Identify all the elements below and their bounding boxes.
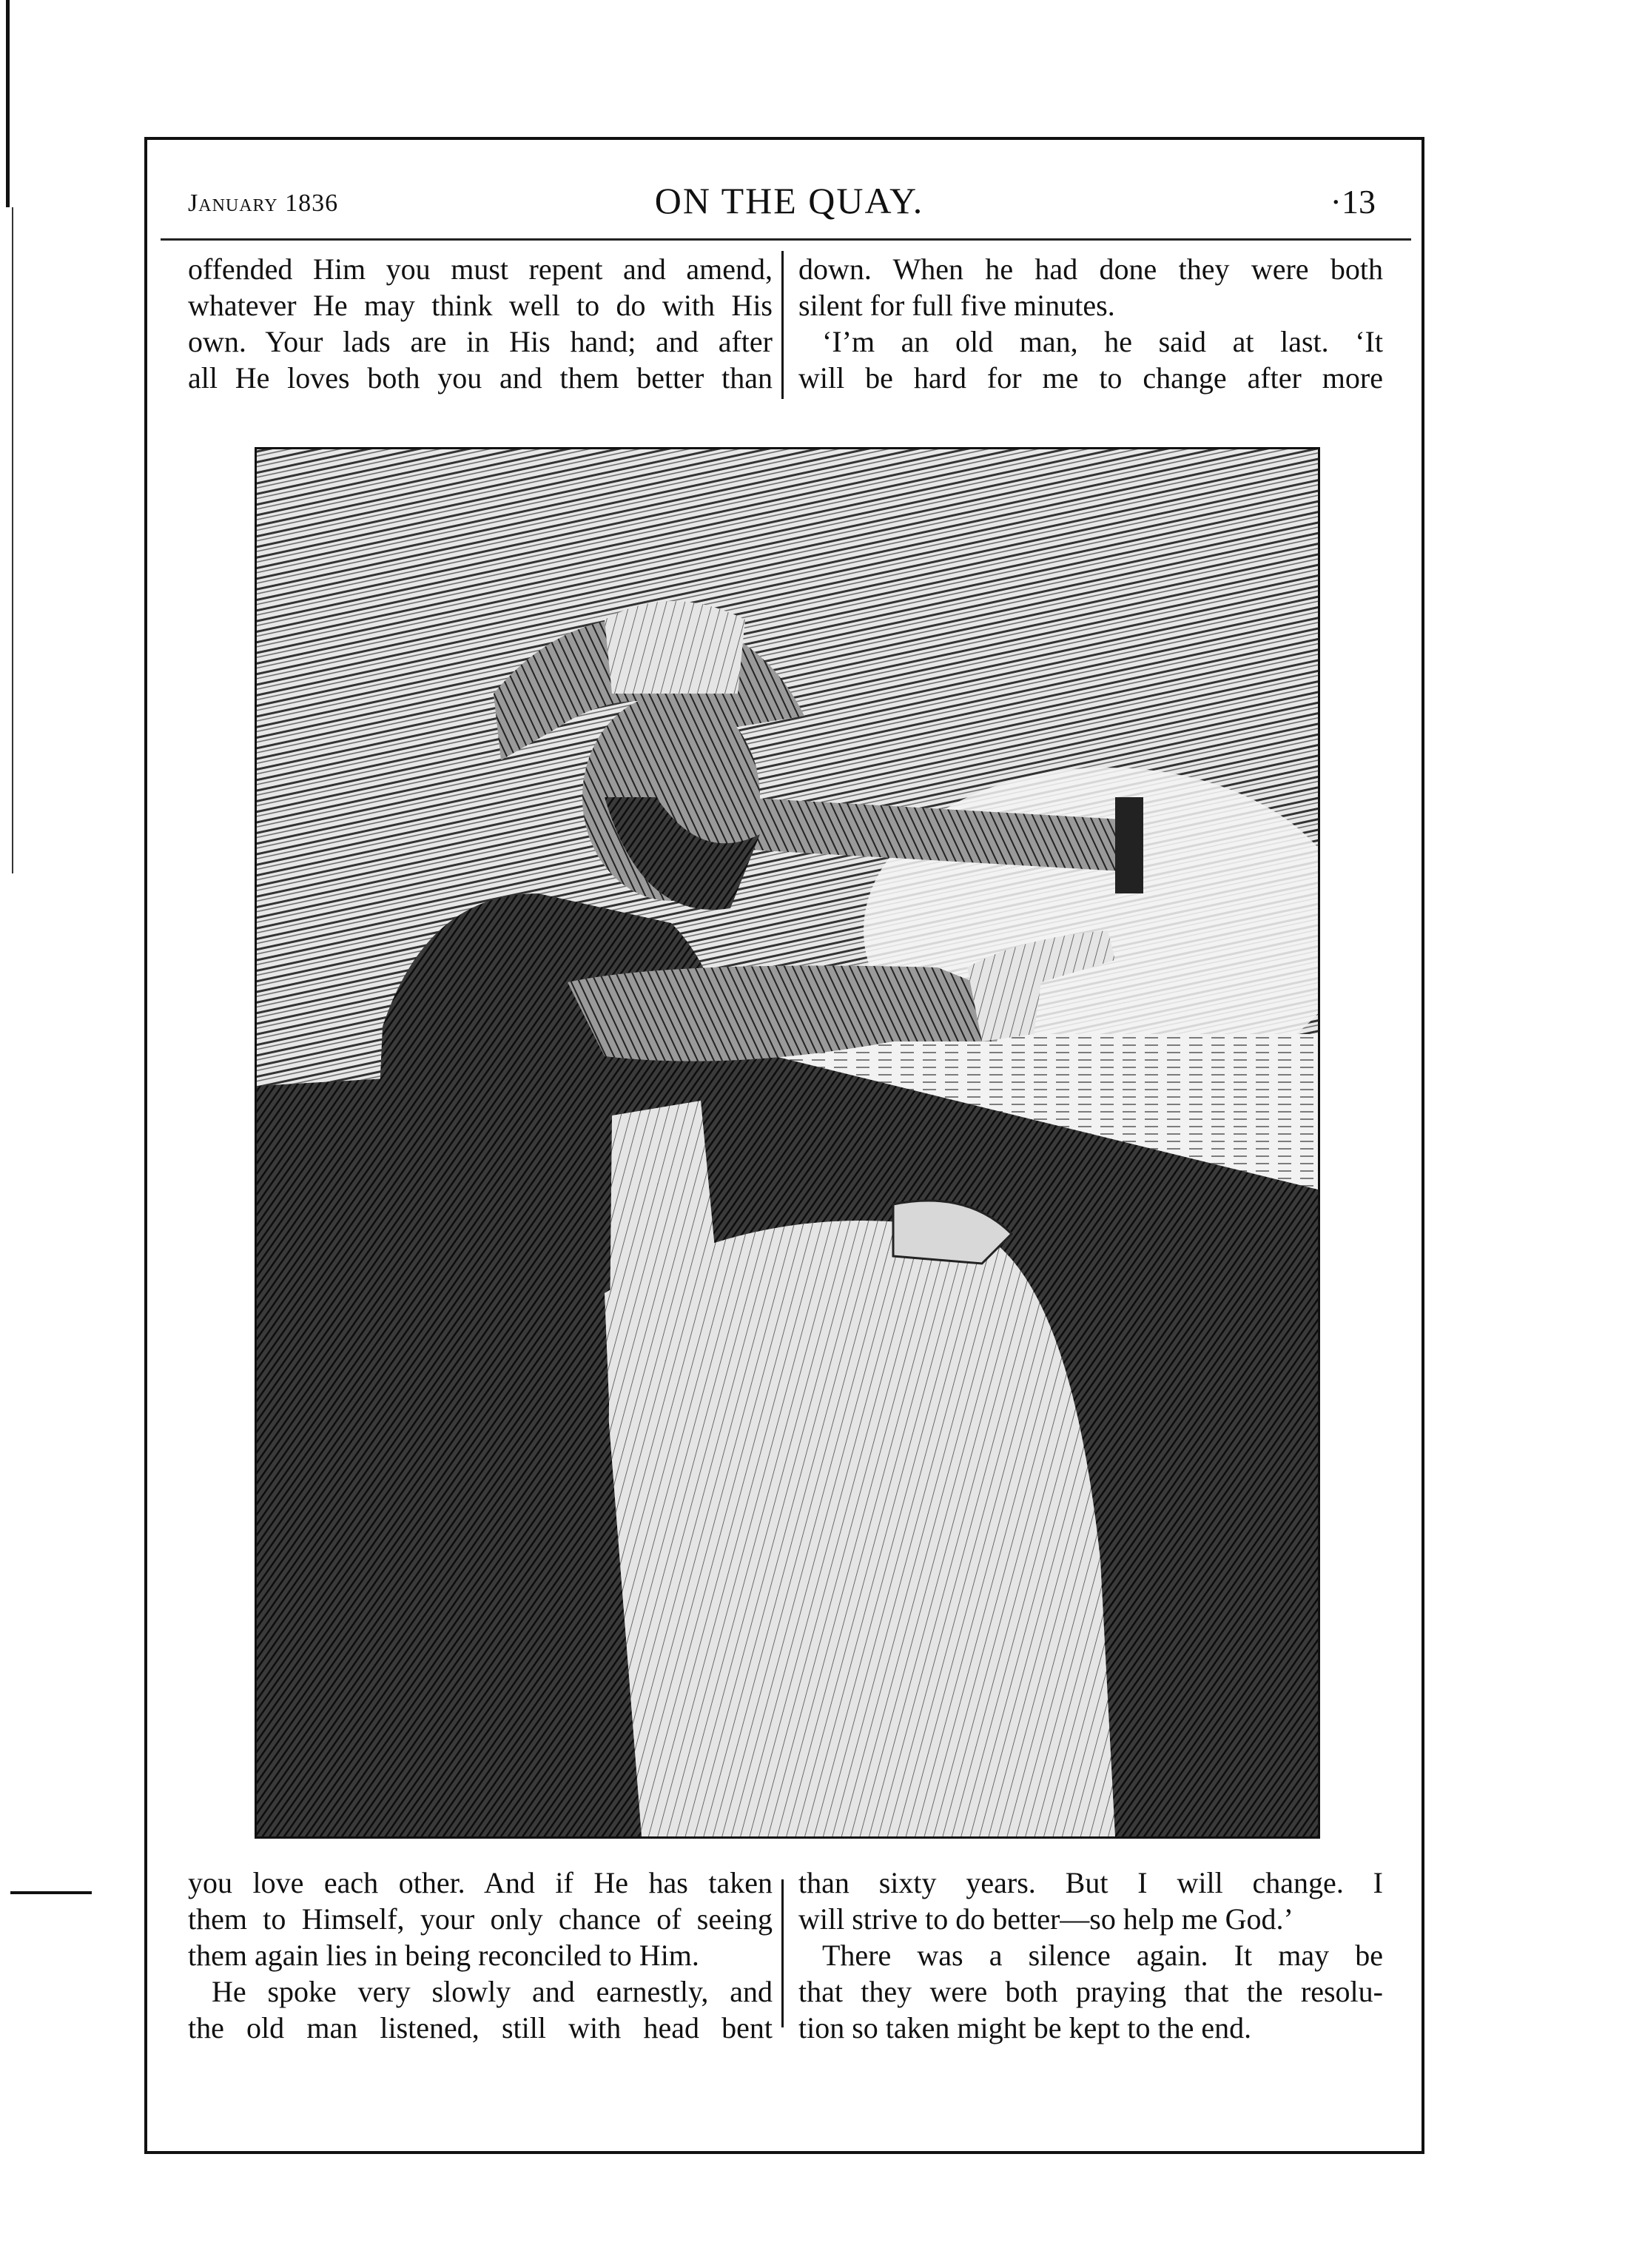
- text-line: ‘I’m an old man, he said at last. ‘It: [822, 325, 1383, 358]
- page-frame: [144, 137, 1424, 2154]
- text-line: offended Him you must repent and amend,: [188, 252, 773, 286]
- text-line: down. When he had done they were both: [798, 252, 1383, 286]
- bottom-left-column: [188, 1865, 773, 2046]
- text-line: tion so taken might be kept to the end.: [798, 2011, 1252, 2044]
- bottom-right-column: [798, 1865, 1383, 2046]
- engraving-illustration: [255, 447, 1320, 1839]
- top-left-column: [188, 251, 773, 396]
- text-line: them again lies in being reconciled to Him.: [188, 1939, 699, 1972]
- top-right-column: [798, 251, 1383, 396]
- margin-dash: [10, 1891, 92, 1894]
- text-line: will strive to do better—so help me God.’: [798, 1902, 1293, 1936]
- text-line: will be hard for me to change after more: [798, 361, 1383, 395]
- header-date: January 1836: [188, 189, 339, 217]
- text-line: There was a silence again. It may be: [822, 1939, 1383, 1972]
- page-number: ·13: [1330, 183, 1376, 221]
- text-line: silent for full five minutes.: [798, 289, 1115, 322]
- text-line: He spoke very slowly and earnestly, and: [212, 1975, 773, 2008]
- header-title: ON THE QUAY.: [654, 180, 924, 221]
- text-line: them to Himself, your only chance of seeing: [188, 1902, 773, 1936]
- margin-rule-thin: [12, 207, 13, 873]
- text-line: the old man listened, still with head bent: [188, 2011, 773, 2044]
- text-line: than sixty years. But I will change. I: [798, 1866, 1383, 1899]
- text-line: you love each other. And if He has taken: [188, 1866, 773, 1899]
- column-divider: [781, 251, 784, 399]
- text-line: whatever He may think well to do with His: [188, 289, 773, 322]
- text-line: all He loves both you and them better than: [188, 361, 773, 395]
- margin-rule: [6, 0, 10, 207]
- running-header: [188, 173, 1390, 232]
- header-rule: [161, 238, 1411, 241]
- text-line: own. Your lads are in His hand; and after: [188, 325, 773, 358]
- text-line: that they were both praying that the resolu-: [798, 1975, 1383, 2008]
- column-divider: [781, 1879, 784, 2027]
